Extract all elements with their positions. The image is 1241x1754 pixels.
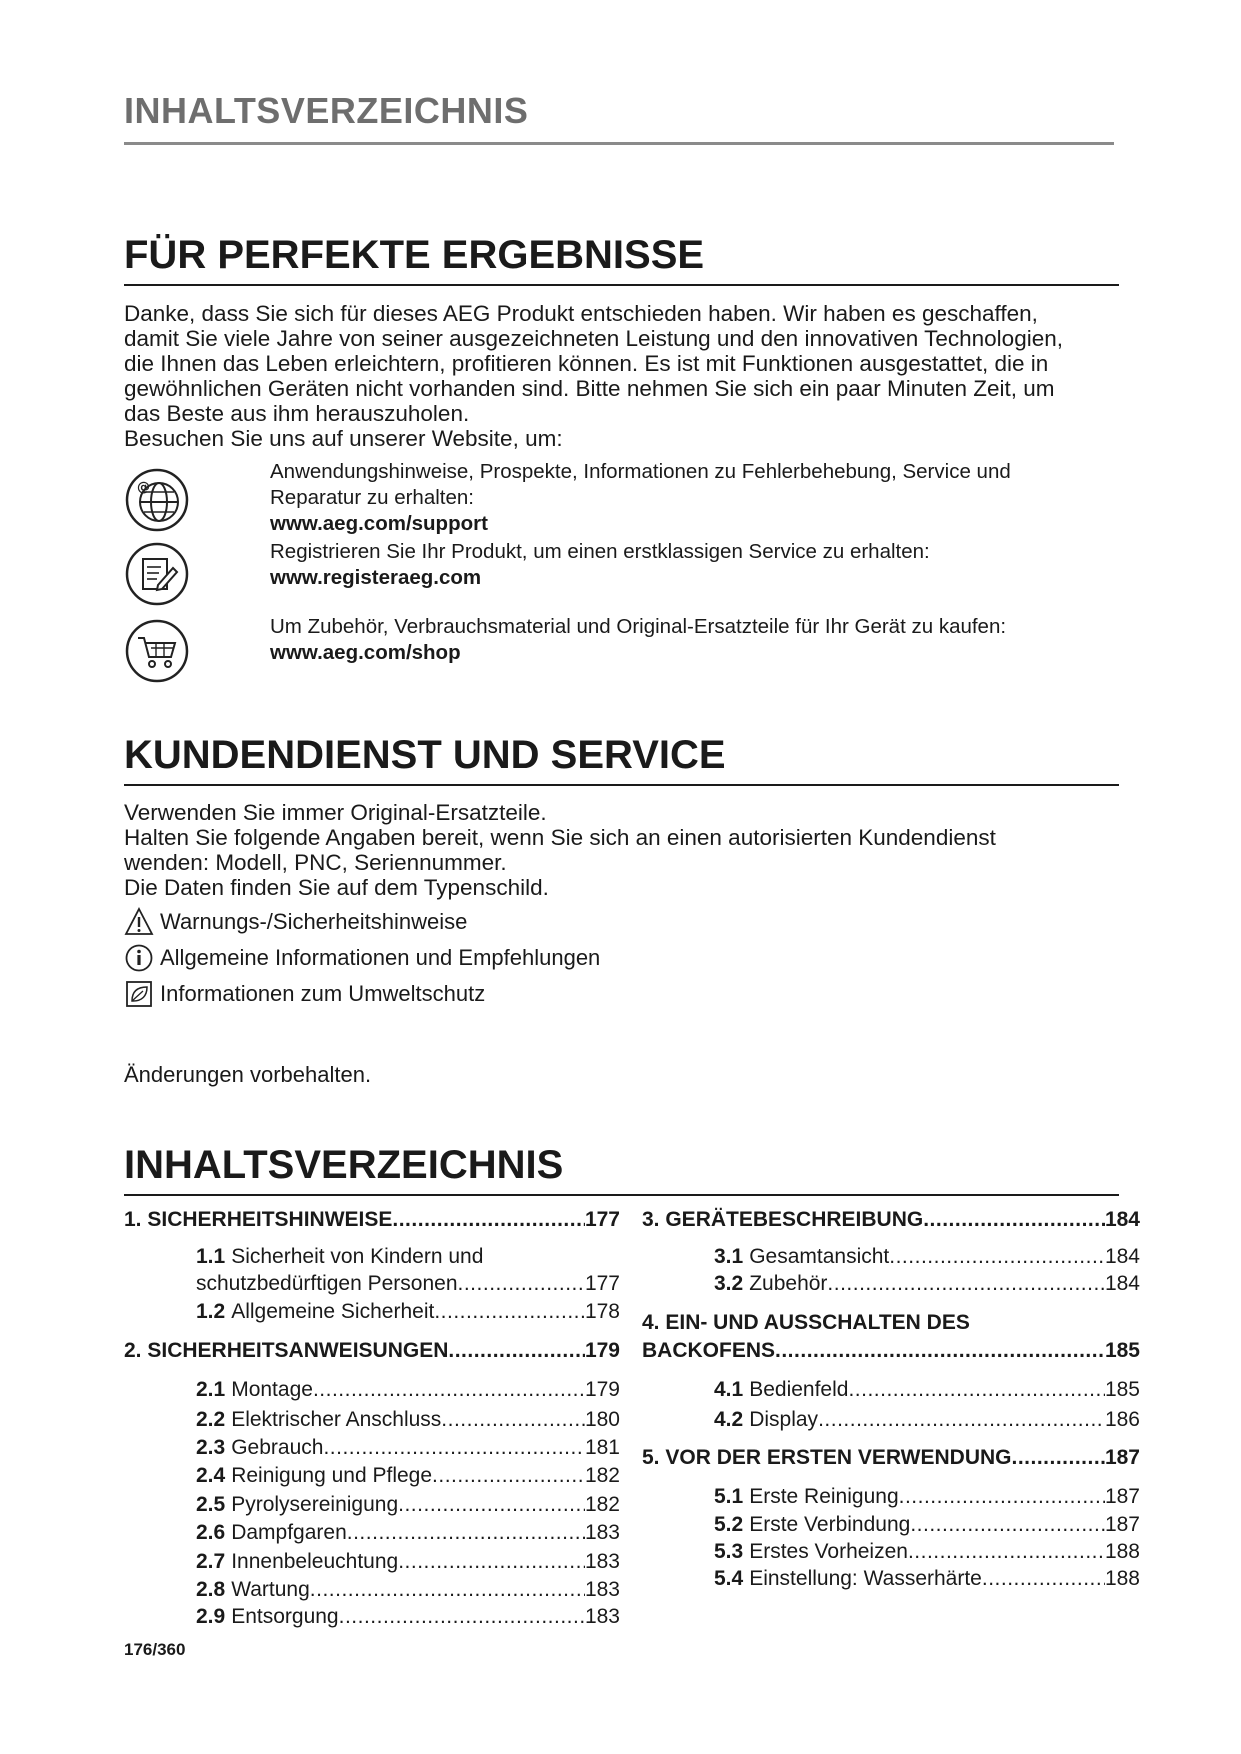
shop-link[interactable]: www.aeg.com/shop <box>270 641 461 664</box>
intro-line: damit Sie viele Jahre von seiner ausgezeichneten Leistung und den innovativen Technologien, <box>124 326 1063 351</box>
section-toc <box>124 1143 1119 1196</box>
toc-entry-2-9[interactable]: 2.9 Entsorgung ..... 183 <box>196 1605 620 1629</box>
service-line: Verwenden Sie immer Original-Ersatzteile. <box>124 800 547 825</box>
register-link[interactable]: www.registeraeg.com <box>270 566 482 589</box>
toc-entry-5-1[interactable]: 5.1 Erste Reinigung ..... 187 <box>714 1485 1140 1509</box>
service-line: wenden: Modell, PNC, Seriennummer. <box>124 850 507 875</box>
toc-chapter-4[interactable]: 4. EIN- UND AUSSCHALTEN DES <box>642 1311 970 1334</box>
toc-entry-4-1[interactable]: 4.1 Bedienfeld ..... 185 <box>714 1378 1140 1402</box>
section-service-title: KUNDENDIENST UND SERVICE <box>124 733 1119 786</box>
toc-entry-2-2[interactable]: 2.2 Elektrischer Anschluss ..... 180 <box>196 1408 620 1432</box>
register-document-icon <box>124 541 190 607</box>
warning-triangle-icon <box>124 907 154 937</box>
legend-label: Allgemeine Informationen und Empfehlungen <box>160 945 601 970</box>
toc-entry-3-1[interactable]: 3.1 Gesamtansicht ..... 184 <box>714 1245 1140 1269</box>
toc-entry-2-3[interactable]: 2.3 Gebrauch ..... 181 <box>196 1436 620 1460</box>
service-line: Die Daten finden Sie auf dem Typenschild. <box>124 875 549 900</box>
intro-line: die Ihnen das Leben erleichtern, profitieren können. Es ist mit Funktionen ausgestattet, die in <box>124 351 1049 376</box>
toc-entry-2-8[interactable]: 2.8 Wartung ..... 183 <box>196 1578 620 1602</box>
toc-entry-5-2[interactable]: 5.2 Erste Verbindung ..... 187 <box>714 1513 1140 1537</box>
service-line: Halten Sie folgende Angaben bereit, wenn Sie sich an einen autorisierten Kundendienst <box>124 825 996 850</box>
intro-line: Besuchen Sie uns auf unserer Website, um: <box>124 426 563 451</box>
intro-line: Danke, dass Sie sich für dieses AEG Produkt entschieden haben. Wir haben es geschaffen, <box>124 301 1038 326</box>
page-number: 176/360 <box>124 1640 186 1659</box>
support-item-line: Anwendungshinweise, Prospekte, Informationen zu Fehlerbehebung, Service und <box>270 460 1011 483</box>
changes-reserved-note: Änderungen vorbehalten. <box>124 1062 372 1087</box>
support-link[interactable]: www.aeg.com/support <box>270 512 488 535</box>
legend-row-warning <box>124 904 1119 940</box>
legend-label: Informationen zum Umweltschutz <box>160 981 486 1006</box>
toc-entry-2-7[interactable]: 2.7 Innenbeleuchtung ..... 183 <box>196 1550 620 1574</box>
toc-chapter-5[interactable]: 5. VOR DER ERSTEN VERWENDUNG ..... 187 <box>642 1446 1140 1470</box>
svg-text:@: @ <box>137 480 150 495</box>
toc-entry-3-2[interactable]: 3.2 Zubehör ..... 184 <box>714 1272 1140 1296</box>
support-item-text <box>270 539 930 591</box>
support-item-line: Um Zubehör, Verbrauchsmaterial und Original-Ersatzteile für Ihr Gerät zu kaufen: <box>270 615 1007 638</box>
legend-label: Warnungs-/Sicherheitshinweise <box>160 909 468 934</box>
symbol-legend <box>124 904 1119 1012</box>
results-intro <box>124 301 1119 451</box>
shopping-cart-icon <box>124 618 190 684</box>
support-item-line: Registrieren Sie Ihr Produkt, um einen erstklassigen Service zu erhalten: <box>270 540 930 563</box>
intro-line: das Beste aus ihm herauszuholen. <box>124 401 470 426</box>
service-body <box>124 800 1119 900</box>
toc-entry-5-4[interactable]: 5.4 Einstellung: Wasserhärte ..... 188 <box>714 1567 1140 1591</box>
toc-chapter-1[interactable]: 1. SICHERHEITSHINWEISE ..... 177 <box>124 1208 620 1232</box>
section-toc-title: INHALTSVERZEICHNIS <box>124 1143 1119 1196</box>
support-item-text <box>270 459 1011 537</box>
toc-entry-2-5[interactable]: 2.5 Pyrolysereinigung ..... 182 <box>196 1493 620 1517</box>
toc-entry-1-2[interactable]: 1.2 Allgemeine Sicherheit ..... 178 <box>196 1300 620 1324</box>
legend-row-info <box>124 940 1119 976</box>
info-circle-icon <box>124 943 154 973</box>
page-header <box>124 90 1114 145</box>
toc-chapter-2[interactable]: 2. SICHERHEITSANWEISUNGEN ..... 179 <box>124 1339 620 1363</box>
section-service <box>124 733 1119 1012</box>
toc-entry-5-3[interactable]: 5.3 Erstes Vorheizen ..... 188 <box>714 1540 1140 1564</box>
intro-line: gewöhnlichen Geräten nicht vorhanden sind. Bitte nehmen Sie sich ein paar Minuten Zeit, um <box>124 376 1055 401</box>
toc-chapter-4-cont[interactable]: BACKOFENS ..... 185 <box>642 1339 1140 1363</box>
environment-leaf-icon <box>124 979 154 1009</box>
globe-support-icon <box>124 467 190 533</box>
toc-entry-2-4[interactable]: 2.4 Reinigung und Pflege ..... 182 <box>196 1464 620 1488</box>
toc-entry-1-1-cont[interactable]: schutzbedürftigen Personen ..... 177 <box>196 1272 620 1296</box>
toc-entry-2-1[interactable]: 2.1 Montage ..... 179 <box>196 1378 620 1402</box>
toc-chapter-3[interactable]: 3. GERÄTEBESCHREIBUNG ..... 184 <box>642 1208 1140 1232</box>
support-item-text <box>270 614 1006 666</box>
legend-row-environment <box>124 976 1119 1012</box>
section-results-title: FÜR PERFEKTE ERGEBNISSE <box>124 233 1119 286</box>
section-results <box>124 233 1119 664</box>
page-header-title: INHALTSVERZEICHNIS <box>124 90 1114 145</box>
toc-entry-4-2[interactable]: 4.2 Display ..... 186 <box>714 1408 1140 1432</box>
toc-entry-2-6[interactable]: 2.6 Dampfgaren ..... 183 <box>196 1521 620 1545</box>
toc-entry-1-1[interactable]: 1.1 Sicherheit von Kindern und <box>196 1245 484 1268</box>
support-item-line: Reparatur zu erhalten: <box>270 486 474 509</box>
